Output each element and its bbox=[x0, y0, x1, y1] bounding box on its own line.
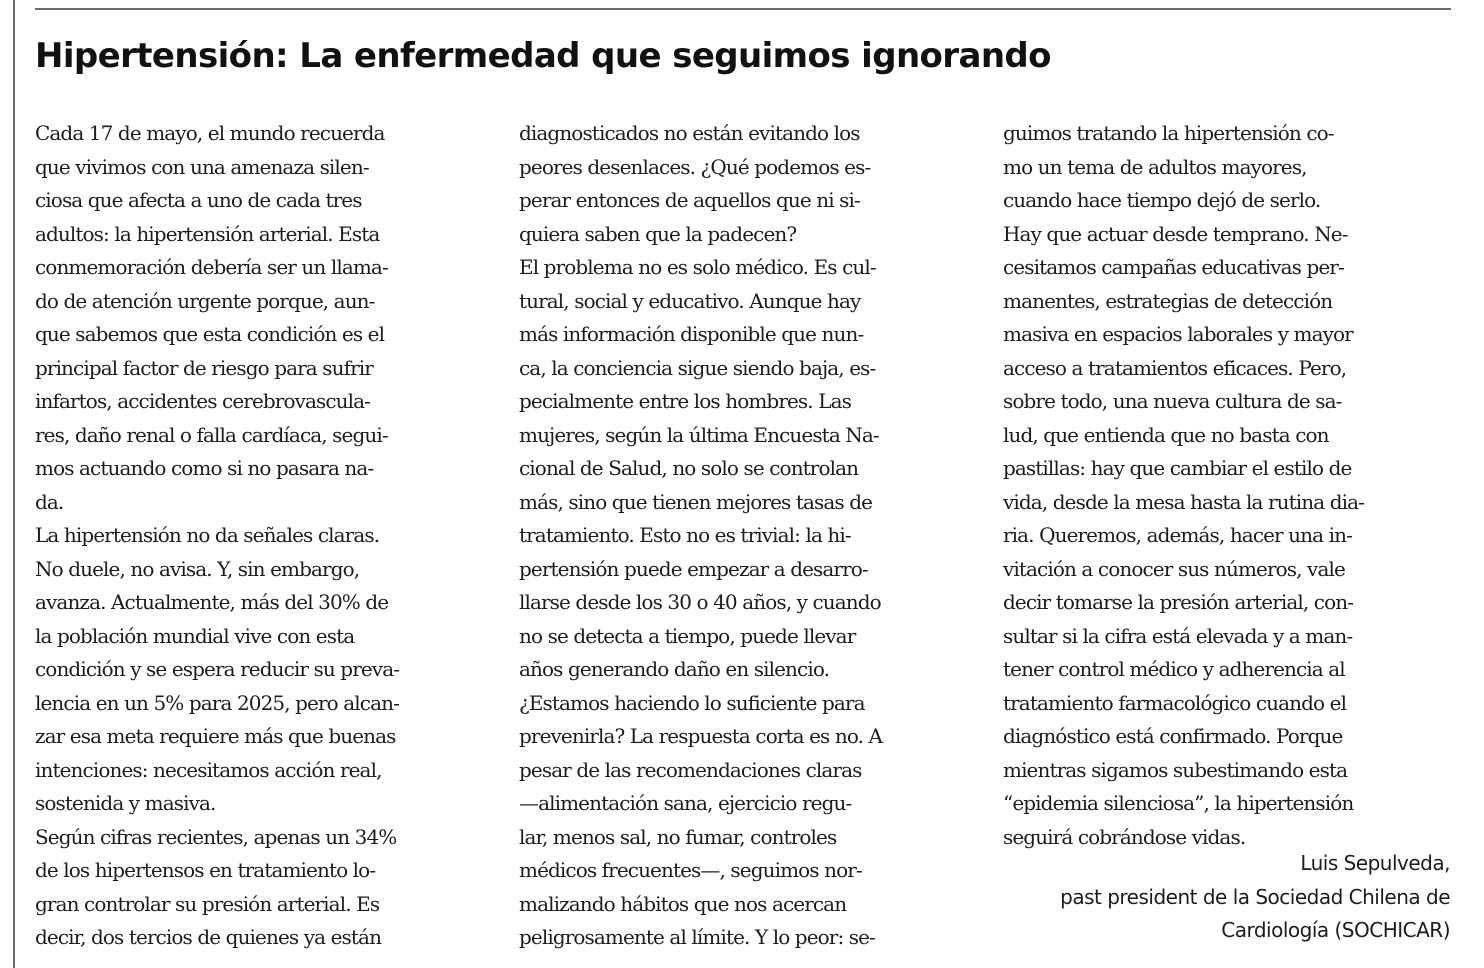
article-column-1 bbox=[35, 117, 493, 955]
text-line: sostenida y masiva. bbox=[35, 791, 216, 815]
text-line: ¿Estamos haciendo lo suficiente para bbox=[519, 690, 865, 715]
text-line: ria. Queremos, además, hacer una in- bbox=[1003, 523, 1352, 547]
text-line: no se detecta a tiempo, puede llevar bbox=[519, 623, 856, 648]
text-line: Según cifras recientes, apenas un 34% bbox=[35, 824, 397, 849]
text-line: de los hipertensos en tratamiento lo- bbox=[35, 858, 376, 882]
text-line: que vivimos con una amenaza silen- bbox=[35, 154, 369, 179]
left-border-rule bbox=[13, 0, 15, 968]
text-line: lud, que entienda que no basta con bbox=[1003, 422, 1329, 447]
article-column-2 bbox=[519, 117, 977, 955]
text-line: No duele, no avisa. Y, sin embargo, bbox=[35, 556, 360, 581]
text-line: pesar de las recomendaciones claras bbox=[519, 757, 862, 782]
article-headline: Hipertensión: La enfermedad que seguimos ignorando bbox=[35, 36, 1051, 76]
text-line: prevenirla? La respuesta corta es no. A bbox=[519, 724, 883, 748]
text-line: que sabemos que esta condición es el bbox=[35, 322, 385, 346]
text-line: vitación a conocer sus números, vale bbox=[1003, 556, 1345, 581]
text-line: mujeres, según la última Encuesta Na- bbox=[519, 422, 879, 447]
text-line: gran controlar su presión arterial. Es bbox=[35, 891, 380, 916]
article-column-3 bbox=[1003, 117, 1451, 854]
text-line: sultar si la cifra está elevada y a man- bbox=[1003, 623, 1353, 648]
text-line: acceso a tratamientos eficaces. Pero, bbox=[1003, 355, 1347, 380]
top-border-rule bbox=[35, 8, 1451, 10]
text-line: tratamiento farmacológico cuando el bbox=[1003, 690, 1347, 715]
text-line: perar entonces de aquellos que ni si- bbox=[519, 188, 860, 212]
author-role-line-1: past president de la Sociedad Chilena de bbox=[1060, 884, 1450, 909]
text-line: seguirá cobrándose vidas. bbox=[1003, 824, 1246, 849]
text-line: adultos: la hipertensión arterial. Esta bbox=[35, 221, 380, 246]
text-line: peligrosamente al límite. Y lo peor: se- bbox=[519, 925, 875, 949]
text-line: intenciones: necesitamos acción real, bbox=[35, 757, 382, 782]
text-line: manentes, estrategias de detección bbox=[1003, 288, 1333, 313]
text-line: mo un tema de adultos mayores, bbox=[1003, 154, 1307, 179]
text-line: mientras sigamos subestimando esta bbox=[1003, 757, 1348, 782]
text-line: cesitamos campañas educativas per- bbox=[1003, 255, 1344, 279]
text-line: infartos, accidentes cerebrovascula- bbox=[35, 389, 371, 413]
text-line: do de atención urgente porque, aun- bbox=[35, 288, 375, 313]
text-line: diagnóstico está confirmado. Porque bbox=[1003, 724, 1343, 748]
text-line: —alimentación sana, ejercicio regu- bbox=[519, 791, 852, 815]
text-line: res, daño renal o falla cardíaca, segui- bbox=[35, 422, 388, 447]
text-line: años generando daño en silencio. bbox=[519, 657, 830, 681]
author-signature bbox=[1060, 846, 1450, 947]
text-line: ciosa que afecta a uno de cada tres bbox=[35, 188, 362, 212]
author-name: Luis Sepulveda, bbox=[1300, 851, 1450, 875]
text-line: ca, la conciencia sigue siendo baja, es- bbox=[519, 355, 876, 380]
text-line: malizando hábitos que nos acercan bbox=[519, 891, 847, 916]
text-line: zar esa meta requiere más que buenas bbox=[35, 724, 396, 748]
text-line: lar, menos sal, no fumar, controles bbox=[519, 824, 837, 849]
text-line: condición y se espera reducir su preva- bbox=[35, 657, 400, 681]
text-line: Hay que actuar desde temprano. Ne- bbox=[1003, 221, 1348, 246]
text-line: “epidemia silenciosa”, la hipertensión bbox=[1003, 791, 1354, 815]
text-line: El problema no es solo médico. Es cul- bbox=[519, 255, 876, 279]
text-line: da. bbox=[35, 489, 64, 514]
author-role-line-2: Cardiología (SOCHICAR) bbox=[1221, 918, 1450, 942]
text-line: masiva en espacios laborales y mayor bbox=[1003, 322, 1353, 346]
text-line: pastillas: hay que cambiar el estilo de bbox=[1003, 456, 1352, 480]
text-line: cional de Salud, no solo se controlan bbox=[519, 456, 859, 480]
text-line: sobre todo, una nueva cultura de sa- bbox=[1003, 389, 1342, 413]
text-line: diagnosticados no están evitando los bbox=[519, 121, 860, 145]
text-line: decir, dos tercios de quienes ya están bbox=[35, 925, 382, 949]
text-line: pertensión puede empezar a desarro- bbox=[519, 556, 868, 581]
text-line: tener control médico y adherencia al bbox=[1003, 657, 1345, 681]
text-line: pecialmente entre los hombres. Las bbox=[519, 389, 851, 413]
text-line: tural, social y educativo. Aunque hay bbox=[519, 288, 861, 313]
text-line: lencia en un 5% para 2025, pero alcan- bbox=[35, 690, 399, 715]
text-line: más información disponible que nun- bbox=[519, 322, 864, 346]
text-line: avanza. Actualmente, más del 30% de bbox=[35, 590, 389, 614]
text-line: guimos tratando la hipertensión co- bbox=[1003, 121, 1334, 145]
text-line: La hipertensión no da señales claras. bbox=[35, 523, 380, 547]
text-line: decir tomarse la presión arterial, con- bbox=[1003, 590, 1354, 614]
text-line: más, sino que tienen mejores tasas de bbox=[519, 489, 873, 514]
text-line: conmemoración debería ser un llama- bbox=[35, 255, 388, 279]
text-line: médicos frecuentes—, seguimos nor- bbox=[519, 858, 862, 882]
text-line: Cada 17 de mayo, el mundo recuerda bbox=[35, 121, 385, 145]
text-line: cuando hace tiempo dejó de serlo. bbox=[1003, 188, 1321, 212]
text-line: vida, desde la mesa hasta la rutina dia- bbox=[1003, 489, 1365, 514]
text-line: principal factor de riesgo para sufrir bbox=[35, 355, 373, 380]
text-line: mos actuando como si no pasara na- bbox=[35, 456, 374, 480]
text-line: peores desenlaces. ¿Qué podemos es- bbox=[519, 154, 871, 179]
text-line: llarse desde los 30 o 40 años, y cuando bbox=[519, 590, 881, 614]
text-line: quiera saben que la padecen? bbox=[519, 221, 797, 246]
text-line: la población mundial vive con esta bbox=[35, 623, 355, 648]
text-line: tratamiento. Esto no es trivial: la hi- bbox=[519, 523, 851, 547]
